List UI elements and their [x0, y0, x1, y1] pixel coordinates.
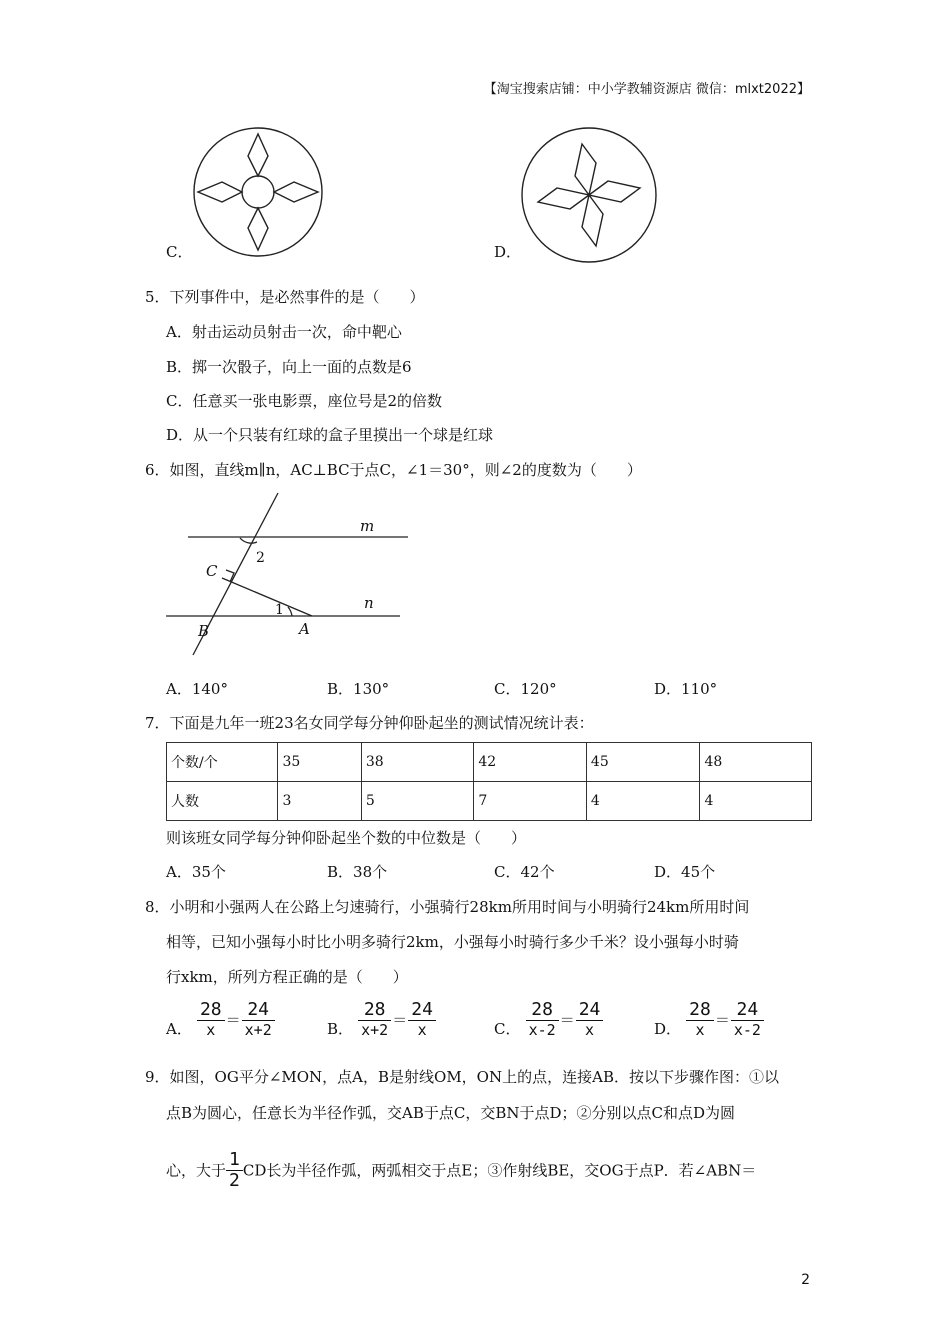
fraction	[358, 1000, 391, 1039]
q7-option-d[interactable]: D．45个	[654, 863, 716, 881]
q6-option-a[interactable]: A．140°	[166, 680, 228, 698]
table-cell: 45	[586, 743, 700, 782]
q8-line-1: 8．小明和小强两人在公路上匀速骑行，小强骑行28km所用时间与小明骑行24km所用时间	[145, 898, 750, 916]
table-cell: 35	[278, 743, 361, 782]
table-cell: 4	[586, 782, 700, 821]
q7-option-a[interactable]: A．35个	[166, 863, 226, 881]
q8-option-b[interactable]	[327, 1000, 436, 1039]
q5-option-a[interactable]: A．射击运动员射击一次，命中靶心	[166, 323, 402, 341]
table-cell: 人数	[167, 782, 278, 821]
fraction	[408, 1000, 436, 1039]
q6-stem: 6．如图，直线m∥n，AC⊥BC于点C，∠1＝30°，则∠2的度数为（ ）	[145, 461, 642, 479]
q7-stem: 7．下面是九年一班23名女同学每分钟仰卧起坐的测试情况统计表：	[145, 714, 594, 732]
table-cell: 个数/个	[167, 743, 278, 782]
numerator: 24	[736, 999, 759, 1020]
q5-stem: 5．下列事件中，是必然事件的是（ ）	[145, 288, 425, 306]
table-cell: 4	[700, 782, 812, 821]
q9-line-3	[166, 1150, 756, 1200]
q4-option-d-label[interactable]: D．	[494, 243, 522, 261]
option-label: A．	[166, 1020, 192, 1038]
option-label: B．	[327, 1020, 354, 1038]
label-n: n	[364, 594, 374, 612]
equals-sign: ＝	[714, 1011, 730, 1029]
table-row	[167, 743, 812, 782]
numerator: 28	[199, 999, 222, 1020]
table-cell: 48	[700, 743, 812, 782]
equals-sign: ＝	[225, 1011, 241, 1029]
numerator: 28	[531, 999, 553, 1020]
q8-option-a[interactable]	[166, 1000, 275, 1039]
q7-question: 则该班女同学每分钟仰卧起坐个数的中位数是（ ）	[166, 829, 527, 847]
label-m: m	[360, 517, 375, 535]
equals-sign: ＝	[559, 1011, 575, 1029]
q7-option-b[interactable]: B．38个	[327, 863, 388, 881]
table-cell: 7	[474, 782, 587, 821]
line-ac	[222, 578, 312, 616]
q8-option-c[interactable]	[494, 1000, 603, 1039]
denominator: x	[576, 1020, 604, 1039]
table-cell: 38	[361, 743, 474, 782]
q8-line-3: 行xkm，所列方程正确的是（ ）	[166, 968, 408, 986]
denominator: x-2	[526, 1020, 559, 1039]
page-number: 2	[801, 1272, 810, 1288]
table-row	[167, 782, 812, 821]
q4-figure-c	[190, 124, 326, 260]
option-label: C．	[494, 1020, 521, 1038]
denominator: x	[686, 1020, 714, 1039]
q6-option-d[interactable]: D．110°	[654, 680, 718, 698]
denominator: x+2	[358, 1020, 391, 1039]
q7-stats-table	[166, 742, 812, 821]
denominator: x-2	[731, 1020, 764, 1039]
fraction	[197, 1000, 225, 1039]
label-angle-1: 1	[275, 602, 284, 618]
q9-line-3-pre: 心，大于	[166, 1161, 227, 1180]
q8-option-d[interactable]	[654, 1000, 764, 1039]
equals-sign: ＝	[392, 1011, 408, 1029]
denominator: 2	[226, 1170, 243, 1191]
denominator: x	[408, 1020, 436, 1039]
numerator: 24	[247, 999, 270, 1020]
angle-1-arc	[288, 607, 292, 616]
numerator: 1	[229, 1149, 240, 1170]
q5-option-c[interactable]: C．任意买一张电影票，座位号是2的倍数	[166, 392, 443, 410]
label-angle-2: 2	[256, 550, 265, 566]
denominator: x+2	[242, 1020, 275, 1039]
table-cell: 3	[278, 782, 361, 821]
table-cell: 42	[474, 743, 587, 782]
table-cell: 5	[361, 782, 474, 821]
q4-option-c-label[interactable]: C．	[166, 243, 193, 261]
option-label: D．	[654, 1020, 682, 1038]
label-a: A	[299, 620, 310, 638]
q6-figure	[160, 490, 420, 658]
numerator: 28	[689, 999, 711, 1020]
q7-option-c[interactable]: C．42个	[494, 863, 555, 881]
q5-option-d[interactable]: D．从一个只装有红球的盒子里摸出一个球是红球	[166, 426, 494, 444]
denominator: x	[197, 1020, 225, 1039]
fraction	[686, 1000, 714, 1039]
fraction	[526, 1000, 559, 1039]
label-c: C	[206, 562, 218, 580]
page-header: 【淘宝搜索店铺：中小学教辅资源店 微信：mlxt2022】	[483, 82, 810, 97]
q4-figure-d	[518, 124, 660, 266]
q8-line-2: 相等，已知小强每小时比小明多骑行2km，小强每小时骑行多少千米？设小强每小时骑	[166, 933, 739, 951]
half-fraction	[226, 1150, 243, 1191]
fraction	[576, 1000, 604, 1039]
numerator: 24	[578, 999, 601, 1020]
q5-option-b[interactable]: B．掷一次骰子，向上一面的点数是6	[166, 358, 412, 376]
numerator: 24	[411, 999, 433, 1020]
numerator: 28	[363, 999, 386, 1020]
label-b: B	[198, 622, 210, 640]
q6-option-c[interactable]: C．120°	[494, 680, 557, 698]
q9-line-1: 9．如图，OG平分∠MON，点A，B是射线OM，ON上的点，连接AB．按以下步骤作图：①以	[145, 1068, 779, 1086]
q6-option-b[interactable]: B．130°	[327, 680, 390, 698]
fraction	[242, 1000, 275, 1039]
q9-line-3-post: CD长为半径作弧，两弧相交于点E；③作射线BE，交OG于点P．若∠ABN＝	[242, 1161, 757, 1180]
fraction	[731, 1000, 764, 1039]
q9-line-2: 点B为圆心，任意长为半径作弧，交AB于点C，交BN于点D；②分别以点C和点D为圆	[166, 1104, 736, 1122]
